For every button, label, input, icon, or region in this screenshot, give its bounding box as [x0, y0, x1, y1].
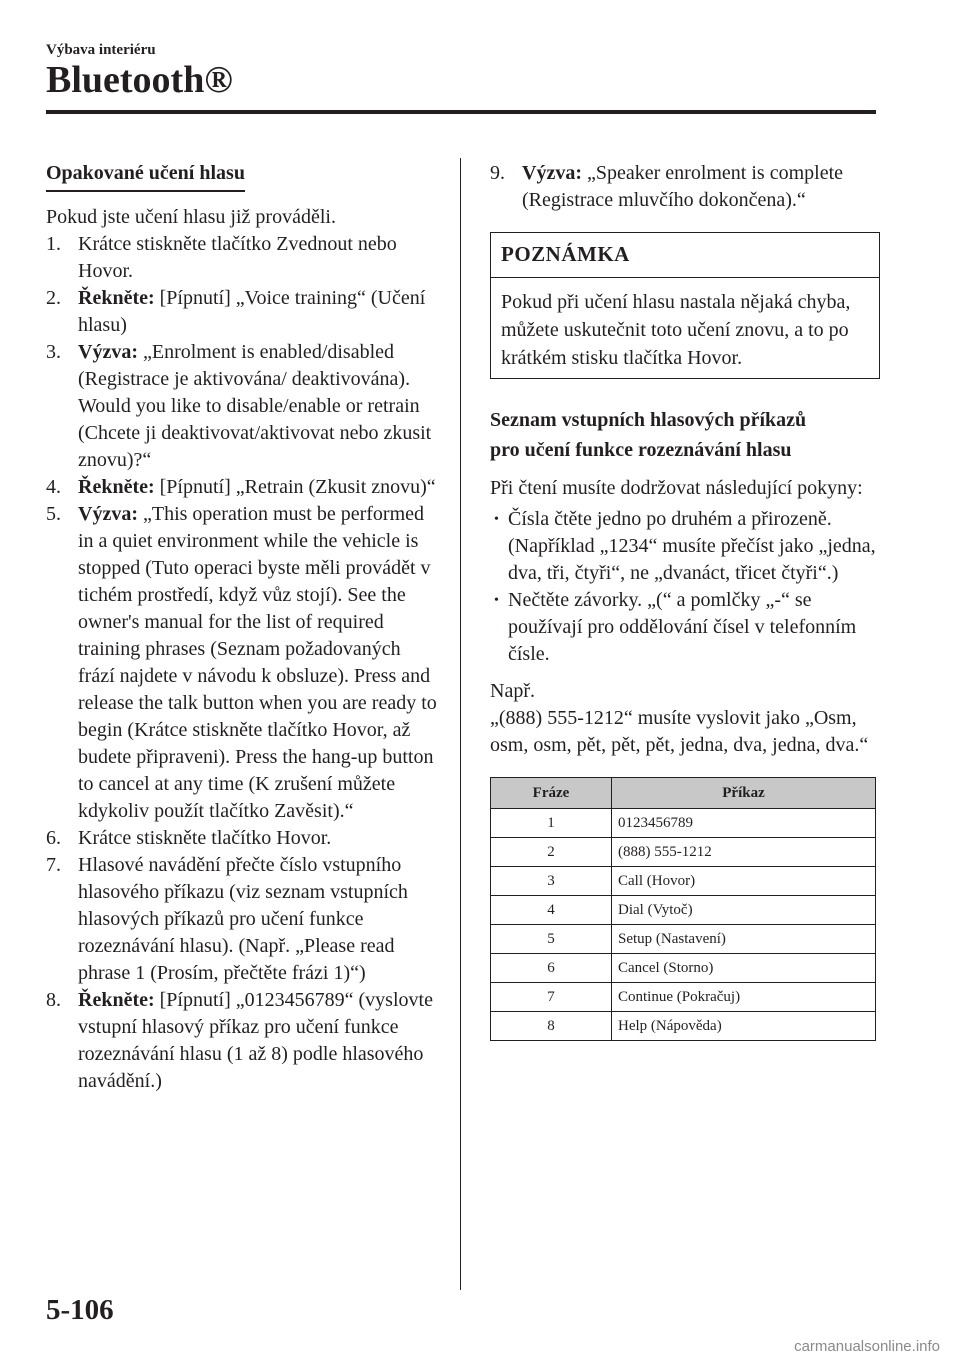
- example-text: „(888) 555-1212“ musíte vyslovit jako „Osm, osm, osm, pět, pět, pět, jedna, dva, jedna, dva.“: [490, 707, 869, 756]
- page-number: 5-106: [46, 1294, 114, 1326]
- command-cell: (888) 555-1212: [612, 838, 876, 867]
- step-number: 2.: [46, 287, 61, 309]
- phrase-cell: 5: [491, 925, 612, 954]
- command-cell: Call (Hovor): [612, 867, 876, 896]
- table-row: [491, 983, 876, 1012]
- table-header-row: [491, 778, 876, 809]
- step-item: [46, 285, 441, 339]
- step-text: [78, 285, 441, 339]
- step-item: [490, 160, 880, 214]
- bullet-text: Čísla čtěte jedno po druhém a přirozeně. (Například „1234“ musíte přečíst jako „jedna, dva, tři, čtyři“, ne „dvanáct, třicet čtyři“.): [508, 508, 876, 584]
- step-label: Řekněte:: [78, 287, 155, 309]
- step-label: Výzva:: [78, 503, 138, 525]
- command-cell: Setup (Nastavení): [612, 925, 876, 954]
- section-label: Výbava interiéru: [46, 42, 156, 58]
- step-text: [78, 987, 441, 1095]
- note-box: [490, 232, 880, 379]
- watermark: carmanualsonline.info: [794, 1338, 940, 1355]
- phrase-cell: 2: [491, 838, 612, 867]
- step-number: 3.: [46, 341, 61, 363]
- header-divider: [46, 110, 876, 114]
- command-cell: Continue (Pokračuj): [612, 983, 876, 1012]
- step-item: [46, 339, 441, 474]
- step-text: [78, 339, 441, 474]
- left-column: [46, 160, 441, 1095]
- step-number: 9.: [490, 162, 505, 184]
- page-title: Bluetooth®: [46, 59, 233, 101]
- step-text: Krátce stiskněte tlačítko Zvednout nebo Hovor.: [78, 233, 397, 282]
- command-cell: 0123456789: [612, 809, 876, 838]
- step-body: [Pípnutí] „Retrain (Zkusit znovu)“: [159, 476, 436, 498]
- step-label: Řekněte:: [78, 476, 155, 498]
- phrase-cell: 3: [491, 867, 612, 896]
- step-item: [46, 231, 441, 285]
- step-text: [78, 474, 441, 501]
- section-heading: Opakované učení hlasu: [46, 160, 245, 192]
- step-item: [46, 987, 441, 1095]
- step-text: Hlasové navádění přečte číslo vstupního hlasového příkazu (viz seznam vstupních hlasových příkazů pro učení funkce rozeznávání hlasu). (Např. „Please read phrase 1 (Prosím, přečtěte frázi 1)“): [78, 854, 408, 984]
- phrase-cell: 1: [491, 809, 612, 838]
- command-cell: Cancel (Storno): [612, 954, 876, 983]
- bullet-item: [490, 506, 880, 587]
- bullet-icon: •: [494, 512, 499, 527]
- step-number: 4.: [46, 476, 61, 498]
- step-label: Řekněte:: [78, 989, 155, 1011]
- subsection-heading-line: pro učení funkce rozeznávání hlasu: [490, 439, 792, 461]
- bullet-list: [490, 506, 880, 668]
- step-number: 5.: [46, 503, 61, 525]
- step-body: „Speaker enrolment is complete (Registrace mluvčího dokončena).“: [522, 162, 843, 211]
- step-item: [46, 474, 441, 501]
- table-row: [491, 896, 876, 925]
- table-row: [491, 838, 876, 867]
- step-item: [46, 852, 441, 987]
- table-row: [491, 867, 876, 896]
- command-cell: Help (Nápověda): [612, 1012, 876, 1041]
- steps-list-continued: [490, 160, 880, 214]
- column-header-command: Příkaz: [612, 778, 876, 809]
- step-number: 6.: [46, 827, 61, 849]
- instructions-text: Při čtení musíte dodržovat následující pokyny:: [490, 477, 863, 499]
- table-row: [491, 809, 876, 838]
- step-body: [Pípnutí] „Voice training“ (Učení hlasu): [78, 287, 426, 336]
- intro-text: Pokud jste učení hlasu již prováděli.: [46, 206, 336, 228]
- subsection-heading: [490, 405, 880, 465]
- right-column: [490, 160, 880, 1041]
- step-body: „Enrolment is enabled/disabled (Registrace je aktivována/ deaktivována). Would you like to disable/enable or retrain (Chcete ji deaktivovat/aktivovat nebo zkusit znovu)?“: [78, 341, 432, 471]
- step-item: [46, 501, 441, 825]
- example-label: Např.: [490, 680, 535, 702]
- step-text: Krátce stiskněte tlačítko Hovor.: [78, 827, 332, 849]
- subsection-heading-line: Seznam vstupních hlasových příkazů: [490, 409, 807, 431]
- phrase-cell: 6: [491, 954, 612, 983]
- step-item: [46, 825, 441, 852]
- column-divider: [460, 158, 461, 1290]
- command-table: [490, 777, 876, 1041]
- step-label: Výzva:: [78, 341, 138, 363]
- step-body: „This operation must be performed in a quiet environment while the vehicle is stopped (Tuto operaci byste měli provádět v tichém prostředí, když vůz stojí). See the owner's manual for the list of required training phrases (Seznam požadovaných frází najdete v návodu k obsluze). Press and release the talk button when you are ready to begin (Krátce stiskněte tlačítko Hovor, až budete připraveni). Press the hang-up button to cancel at any time (K zrušení můžete kdykoliv použít tlačítko Zavěsit).“: [78, 503, 437, 822]
- phrase-cell: 4: [491, 896, 612, 925]
- step-number: 8.: [46, 989, 61, 1011]
- step-text: [78, 501, 441, 825]
- steps-list: [46, 231, 441, 1095]
- step-number: 1.: [46, 233, 61, 255]
- step-text: [522, 160, 880, 214]
- note-text: Pokud při učení hlasu nastala nějaká chyba, můžete uskutečnit toto učení znovu, a to po krátkém stisku tlačítka Hovor.: [501, 291, 851, 369]
- bullet-text: Nečtěte závorky. „(“ a pomlčky „-“ se používají pro oddělování čísel v telefonním čísle.: [508, 589, 857, 665]
- table-row: [491, 954, 876, 983]
- table-row: [491, 1012, 876, 1041]
- bullet-icon: •: [494, 593, 499, 608]
- phrase-cell: 8: [491, 1012, 612, 1041]
- table-row: [491, 925, 876, 954]
- phrase-cell: 7: [491, 983, 612, 1012]
- command-cell: Dial (Vytoč): [612, 896, 876, 925]
- bullet-item: [490, 587, 880, 668]
- step-label: Výzva:: [522, 162, 582, 184]
- step-number: 7.: [46, 854, 61, 876]
- column-header-phrase: Fráze: [491, 778, 612, 809]
- step-body: [Pípnutí] „0123456789“ (vyslovte vstupní hlasový příkaz pro učení funkce rozeznávání hlasu (1 až 8) podle hlasového navádění.): [78, 989, 433, 1092]
- note-heading: POZNÁMKA: [491, 233, 879, 278]
